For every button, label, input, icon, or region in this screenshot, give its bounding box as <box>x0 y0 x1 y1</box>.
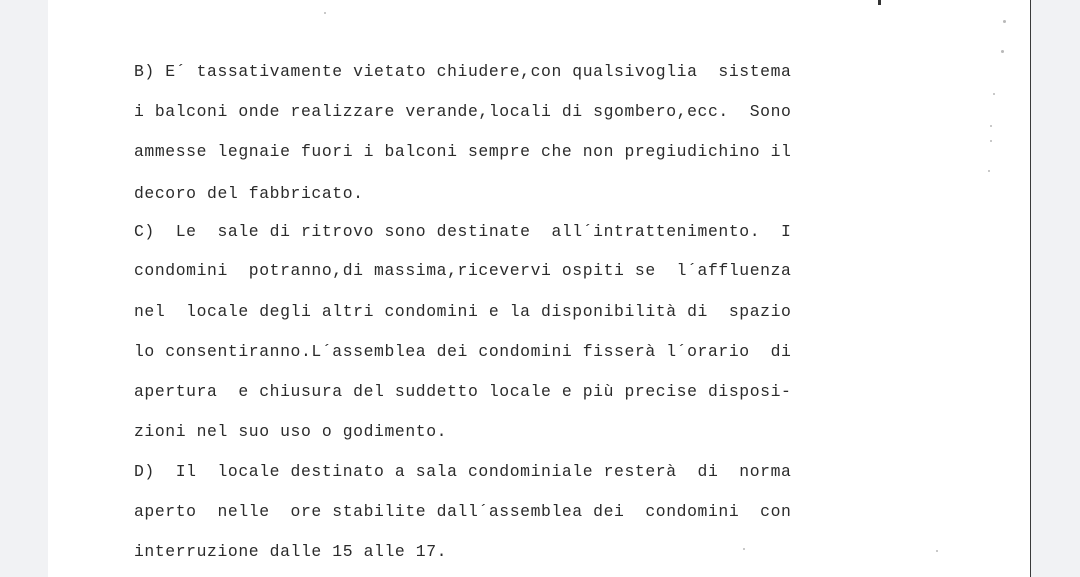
paragraph-c-line-2: condomini potranno,di massima,ricevervi ospiti se l´affluenza <box>134 261 792 280</box>
paragraph-b-line-1: B) E´ tassativamente vietato chiudere,con qualsivoglia sistema <box>134 62 792 81</box>
scan-speck <box>993 93 995 95</box>
paragraph-d-line-2: aperto nelle ore stabilite dall´assemblea dei condomini con <box>134 502 792 521</box>
scan-speck <box>988 170 990 172</box>
paragraph-c-line-5: apertura e chiusura del suddetto locale e più precise disposi- <box>134 382 792 401</box>
scan-speck <box>1001 50 1004 53</box>
scan-mark <box>878 0 881 5</box>
paragraph-d-line-1: D) Il locale destinato a sala condominiale resterà di norma <box>134 462 792 481</box>
scan-speck <box>743 548 745 550</box>
paragraph-c-line-1: C) Le sale di ritrovo sono destinate all´intrattenimento. I <box>134 222 792 241</box>
scan-speck <box>936 550 938 552</box>
paragraph-b-line-2: i balconi onde realizzare verande,locali di sgombero,ecc. Sono <box>134 102 792 121</box>
paragraph-d-line-3: interruzione dalle 15 alle 17. <box>134 542 448 561</box>
scan-speck <box>324 12 326 14</box>
scanned-page <box>48 0 1031 577</box>
scan-speck <box>1003 20 1006 23</box>
scan-speck <box>990 125 992 127</box>
paragraph-c-line-3: nel locale degli altri condomini e la disponibilità di spazio <box>134 302 792 321</box>
paragraph-b-line-3: ammesse legnaie fuori i balconi sempre che non pregiudichino il <box>134 142 792 161</box>
paragraph-b-line-4: decoro del fabbricato. <box>134 184 364 203</box>
paragraph-c-line-4: lo consentiranno.L´assemblea dei condomini fisserà l´orario di <box>134 342 792 361</box>
paragraph-c-line-6: zioni nel suo uso o godimento. <box>134 422 448 441</box>
scan-speck <box>990 140 992 142</box>
